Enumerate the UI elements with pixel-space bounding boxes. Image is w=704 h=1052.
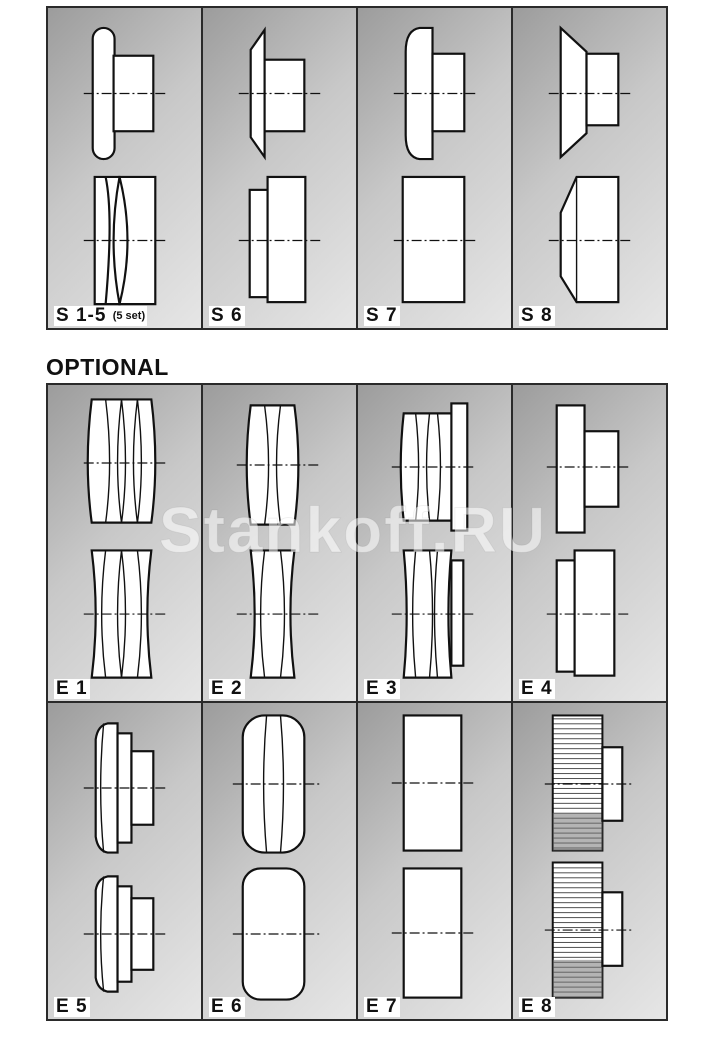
- optional-heading: OPTIONAL: [46, 354, 169, 380]
- roll-drawing-e8: [513, 703, 666, 1019]
- cell-label: E 4: [521, 678, 553, 699]
- cell-note: (5 set): [112, 310, 146, 322]
- roll-cell-e4: [513, 385, 666, 701]
- roll-drawing-e6: [203, 703, 356, 1019]
- cell-label: S 1-5 $^{(5 set)}$: [56, 305, 146, 326]
- cell-label: E 7: [366, 996, 398, 1017]
- cell-label: S 7: [366, 305, 398, 326]
- cell-label: S 6: [211, 305, 243, 326]
- watermark: Stankoff.RU: [158, 494, 548, 566]
- roll-drawing-e1: [48, 385, 201, 701]
- roll-drawing-e4: [513, 385, 666, 701]
- roll-cell-s1-5: [48, 8, 201, 328]
- roll-cell-e2: [203, 385, 356, 701]
- roll-drawing-e2: [203, 385, 356, 701]
- roll-drawing-s1-5: [48, 8, 201, 328]
- roll-cell-e8: [513, 703, 666, 1019]
- cell-label: E 2: [211, 678, 243, 699]
- cell-label: E 5: [56, 996, 88, 1017]
- roll-cell-s7: [358, 8, 511, 328]
- cell-label: S 8: [521, 305, 553, 326]
- roll-drawing-s6: [203, 8, 356, 328]
- standard-rolls-panel: [46, 6, 668, 330]
- roll-drawing-s7: [358, 8, 511, 328]
- optional-rolls-panel: [46, 383, 668, 1021]
- roll-cell-e7: [358, 703, 511, 1019]
- cell-label: E 6: [211, 996, 243, 1017]
- roll-drawing-e5: [48, 703, 201, 1019]
- roll-cell-e1: [48, 385, 201, 701]
- cell-label: E 3: [366, 678, 398, 699]
- cell-label: E 1: [56, 678, 88, 699]
- roll-drawing-e3: [358, 385, 511, 701]
- roll-cell-e5: [48, 703, 201, 1019]
- roll-cell-s6: [203, 8, 356, 328]
- cell-label: E 8: [521, 996, 553, 1017]
- roll-cell-e6: [203, 703, 356, 1019]
- roll-drawing-s8: [513, 8, 666, 328]
- roll-cell-e3: [358, 385, 511, 701]
- roll-cell-s8: [513, 8, 666, 328]
- roll-drawing-e7: [358, 703, 511, 1019]
